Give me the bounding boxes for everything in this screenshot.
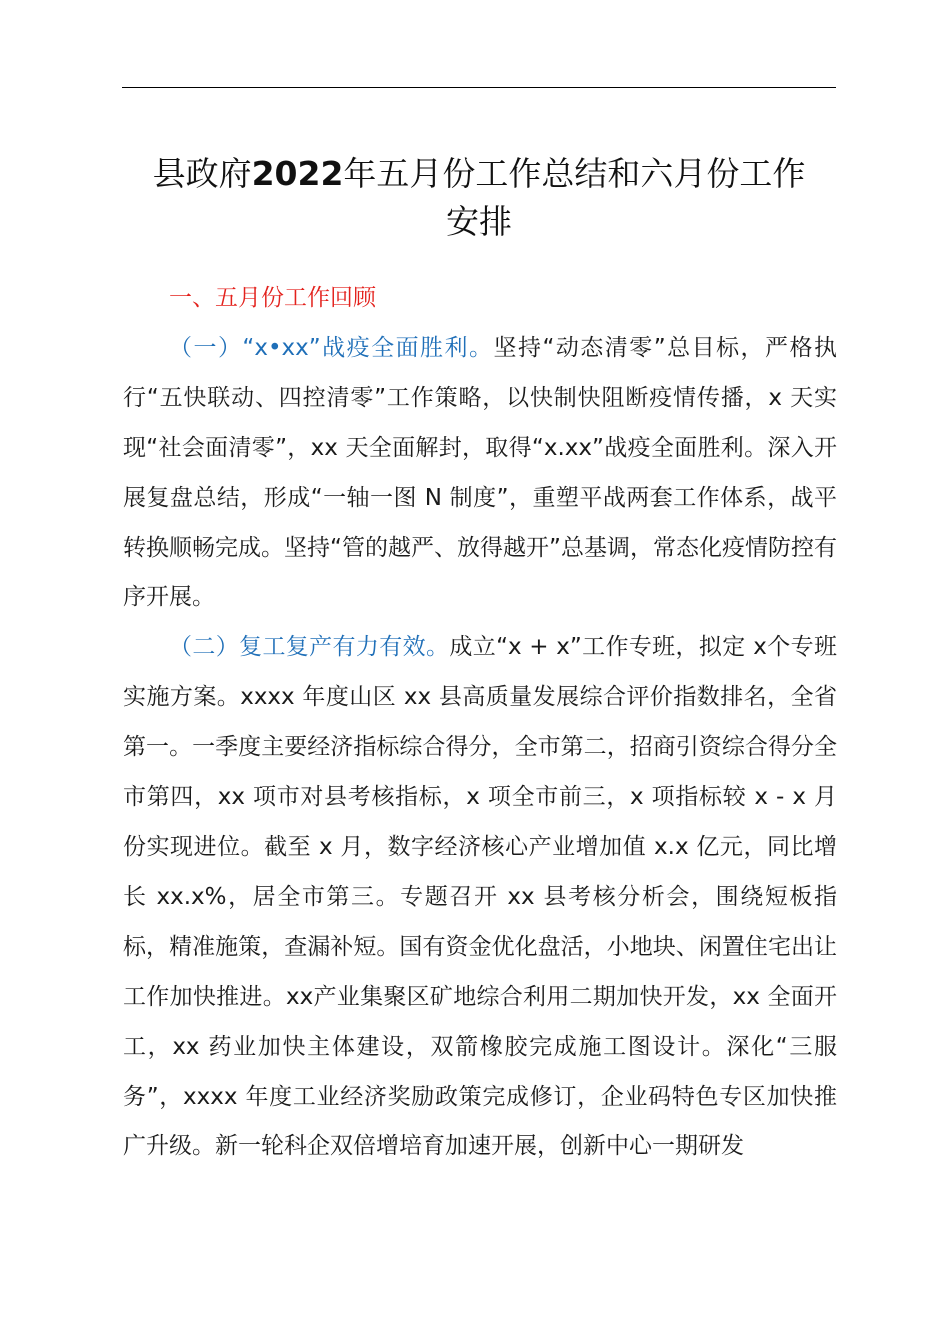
paragraph-1	[123, 324, 837, 623]
paragraph-line: 广升级。新一轮科企双倍增培育加速开展，创新中心一期研发	[123, 1133, 744, 1160]
document-body	[123, 274, 837, 1172]
paragraph-line: 成立“x + x”工作专班，拟定 x	[449, 634, 767, 661]
document-title	[118, 150, 840, 246]
section-heading	[123, 274, 837, 324]
paragraph-line: 格执行“五快联动、四控清零”工作策略，以快制快阻断疫情传	[123, 334, 837, 411]
paragraph-line: 心产业增加值 x.x 亿元，同比增长 xx.x%，居全市第三。专题	[123, 833, 838, 910]
paragraph-line: 前三，x 项指标较 x - x 月份实现进位。截至 x 月，数字经济核	[123, 784, 837, 860]
paragraph-line: 坚持“动态清零”总目标，严	[493, 334, 790, 361]
paragraph-2	[123, 623, 837, 1172]
paragraph-line: 越开”总基调，常态化疫情防控有序开展。	[123, 534, 838, 611]
paragraph-line: 产业集聚区矿地综合利用二期加快开发，xx 全面开工，xx 药业	[123, 983, 837, 1060]
item-2-heading: （二）复工复产有力有效。	[169, 634, 450, 661]
paragraph-line: 数排名，全省第一。一季度主要经济指标综合得分，全市第二，	[123, 684, 837, 761]
header-rule	[122, 87, 836, 88]
item-1-heading: （一）“x•xx”战疫全面胜利。	[169, 334, 494, 361]
paragraph-line: 播，x 天实现“社会面清零”，xx 天全面解封，取得“x.xx”战疫	[123, 384, 837, 461]
paragraph-line: 平战两套工作体系，战平转换顺畅完成。坚持“管的越严、放得	[123, 484, 837, 561]
title-line1-rest: 年五月份工作总结和六月份工作	[343, 154, 806, 193]
title-prefix: 县政府	[152, 154, 252, 193]
paragraph-line: 加快主体建设，双箭橡胶完成施工图设计。深化“三服务”，	[123, 1033, 837, 1110]
title-line2: 安排	[446, 202, 512, 241]
paragraph-line: 召开 xx 县考核分析会，围绕短板指标，精准施策，查漏补短。	[123, 883, 837, 960]
section-1-heading: 一、五月份工作回顾	[169, 285, 376, 311]
paragraph-line: 全面胜利。深入开展复盘总结，形成“一轴一图 N 制度”，重塑	[123, 434, 838, 511]
paragraph-line: 招商引资综合得分全市第四，xx 项市对县考核指标，x 项全市	[123, 734, 838, 811]
paragraph-line: 国有资金优化盘活，小地块、闲置住宅出让工作加快推进。xx	[123, 933, 838, 1010]
paragraph-line: xxxx 年度工业经济奖励政策完成修订，企业码特色专区加快推	[183, 1083, 837, 1110]
paragraph-line: 个专班实施方案。xxxx 年度山区 xx 县高质量发展综合评价指	[123, 634, 838, 711]
title-year: 2022	[251, 154, 344, 193]
